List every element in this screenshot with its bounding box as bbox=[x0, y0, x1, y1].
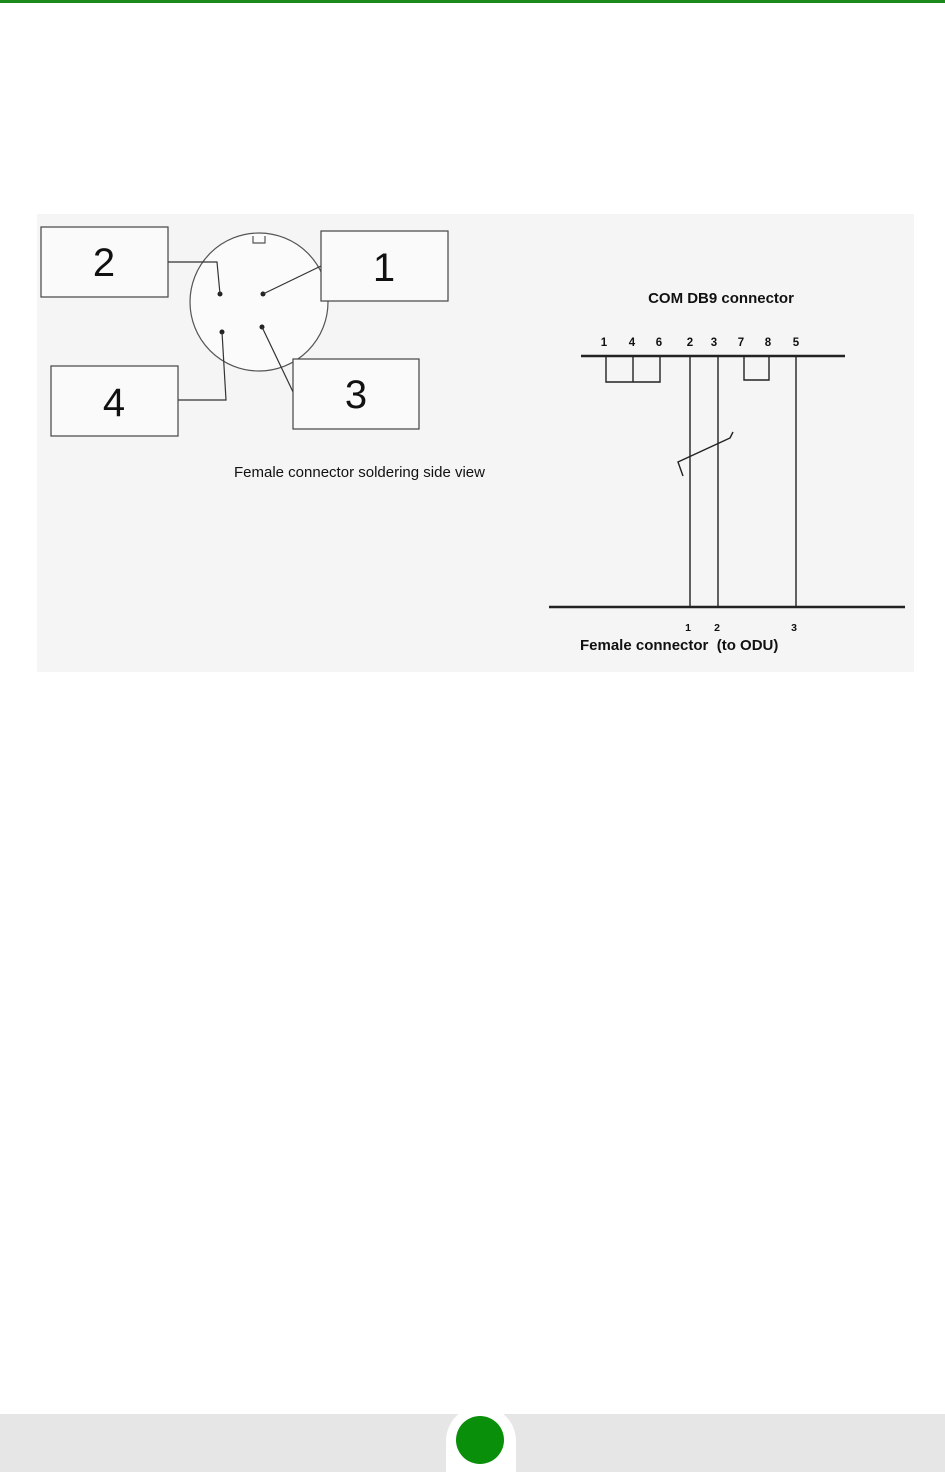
db9-pin-label: 3 bbox=[710, 337, 718, 349]
label-1: 1 bbox=[372, 246, 396, 290]
wiring-figure bbox=[37, 214, 914, 672]
label-2: 2 bbox=[92, 241, 116, 285]
db9-pin-label: 1 bbox=[600, 337, 608, 349]
label-3: 3 bbox=[344, 373, 368, 417]
connector-circle bbox=[190, 233, 328, 371]
jumper-7-8 bbox=[744, 356, 769, 380]
db9-pin-label: 8 bbox=[764, 337, 772, 349]
label-4: 4 bbox=[102, 381, 126, 425]
page-dot-icon bbox=[456, 1416, 504, 1464]
odu-connector-caption: Female connector (to ODU) bbox=[580, 637, 779, 654]
left-diagram-caption: Female connector soldering side view bbox=[234, 464, 485, 481]
right-wiring-lines bbox=[549, 356, 905, 607]
db9-pin-label: 2 bbox=[686, 337, 694, 349]
db9-pin-label: 6 bbox=[655, 337, 663, 349]
crossover-mark bbox=[678, 432, 733, 476]
top-accent-rule bbox=[0, 0, 945, 3]
odu-pin-label: 3 bbox=[791, 622, 797, 634]
db9-pin-label: 4 bbox=[628, 337, 636, 349]
wiring-diagram bbox=[37, 214, 914, 672]
odu-pin-label: 1 bbox=[685, 622, 691, 634]
db9-pin-label: 7 bbox=[737, 337, 745, 349]
db9-pin-label: 5 bbox=[792, 337, 800, 349]
db9-title: COM DB9 connector bbox=[648, 290, 794, 307]
odu-pin-label: 2 bbox=[714, 622, 720, 634]
